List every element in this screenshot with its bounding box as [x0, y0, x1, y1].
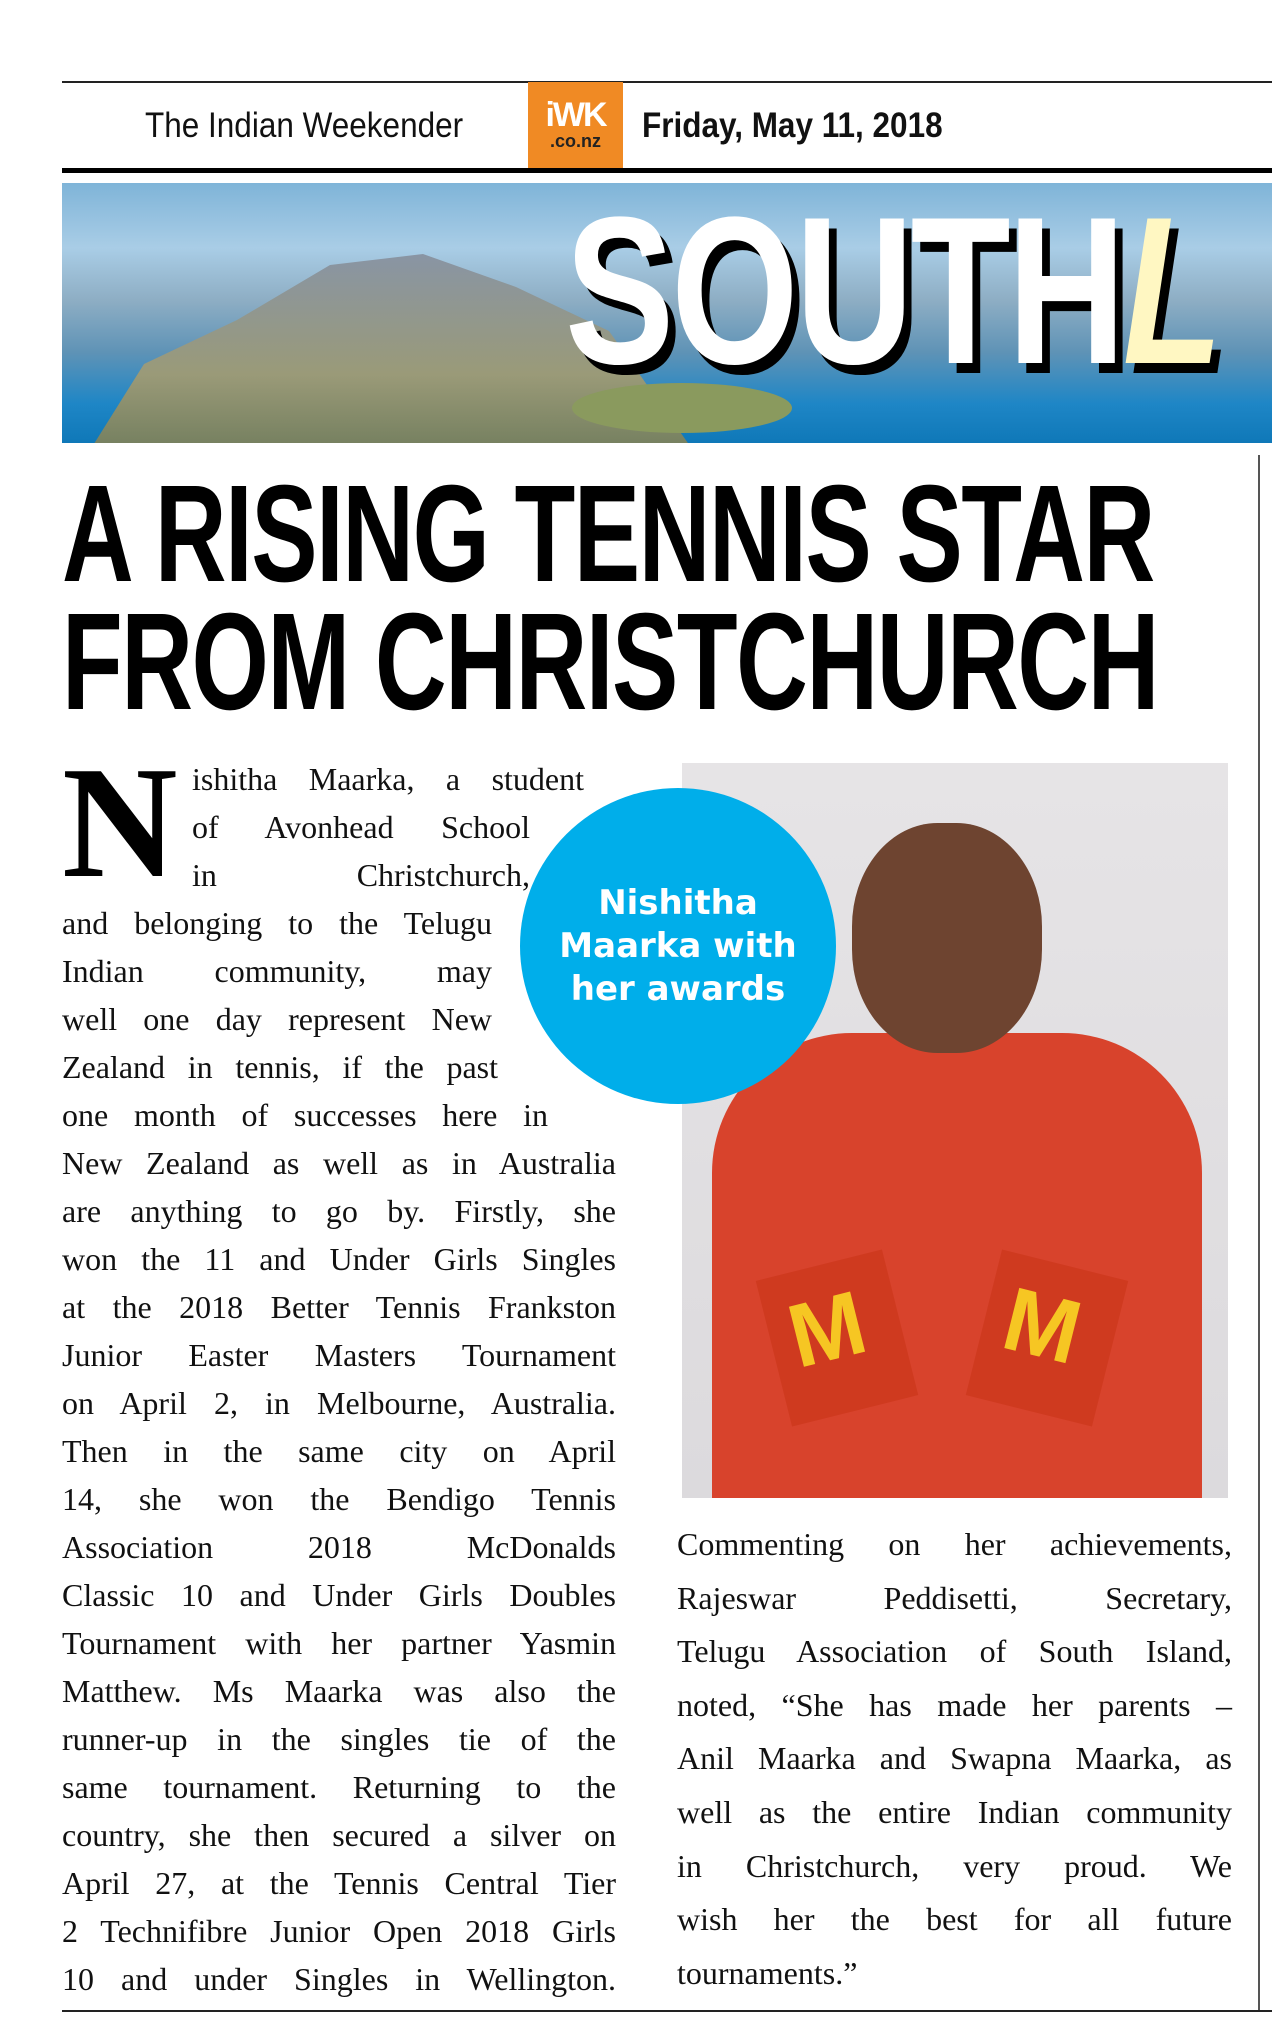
text-line: at the 2018 Better Tennis Frankston — [62, 1289, 616, 1325]
caption-line: Nishitha — [598, 882, 758, 923]
text-line: well as the entire Indian community — [677, 1793, 1232, 1830]
text-line: noted, “She has made her parents – — [677, 1686, 1232, 1723]
text-line: Classic 10 and Under Girls Doubles — [62, 1577, 616, 1613]
issue-date: Friday, May 11, 2018 — [642, 106, 943, 145]
text-line: Telugu Association of South Island, — [677, 1633, 1232, 1670]
text-line: ishitha Maarka, a student — [192, 761, 584, 797]
text-line: Matthew. Ms Maarka was also the — [62, 1673, 616, 1709]
text-line: Indian community, may — [62, 953, 492, 989]
headline-line: FROM CHRISTCHURCH — [62, 585, 1158, 739]
text-line: 10 and under Singles in Wellington. — [62, 1961, 616, 1997]
text-line: in Christchurch, — [192, 857, 530, 893]
column-rule — [1258, 455, 1260, 2010]
text-line: New Zealand as well as in Australia — [62, 1145, 616, 1181]
text-line: Association 2018 McDonalds — [62, 1529, 616, 1565]
text-line: Commenting on her achievements, — [677, 1526, 1232, 1562]
text-line: country, she then secured a silver on — [62, 1817, 616, 1853]
text-line: are anything to go by. Firstly, she — [62, 1193, 616, 1229]
text-line: one month of successes here in — [62, 1097, 548, 1133]
shirt — [712, 1033, 1202, 1498]
section-banner — [62, 183, 1272, 443]
text-line: won the 11 and Under Girls Singles — [62, 1241, 616, 1277]
caption-line: her awards — [570, 968, 786, 1009]
text-line: same tournament. Returning to the — [62, 1769, 616, 1805]
text-line: wish her the best for all future — [677, 1901, 1232, 1938]
logo-domain: .co.nz — [549, 131, 601, 151]
paper-name: The Indian Weekender — [145, 106, 464, 145]
text-line: Then in the same city on April — [62, 1433, 616, 1469]
text-line: of Avonhead School — [192, 809, 530, 845]
text-line: runner-up in the singles tie of the — [62, 1721, 616, 1757]
text-line: on April 2, in Melbourne, Australia. — [62, 1385, 616, 1421]
text-line: Anil Maarka and Swapna Maarka, as — [677, 1740, 1232, 1777]
text-line: 14, she won the Bendigo Tennis — [62, 1481, 616, 1517]
headline-line: A RISING TENNIS STAR — [62, 457, 1154, 611]
text-line: Tournament with her partner Yasmin — [62, 1625, 616, 1661]
head — [852, 823, 1042, 1053]
iwk-logo — [528, 82, 623, 169]
text-line: in Christchurch, very proud. We — [677, 1847, 1232, 1884]
text-line: Junior Easter Masters Tournament — [62, 1337, 616, 1373]
trophy: M — [756, 1250, 918, 1427]
drop-cap: N — [62, 733, 178, 911]
text-line: well one day represent New — [62, 1001, 492, 1037]
trophy: M — [966, 1250, 1128, 1427]
article-headline — [62, 457, 1158, 739]
section-tail: L — [1122, 183, 1220, 408]
section-word: SOUTH — [565, 183, 1123, 408]
header-rule — [62, 168, 1272, 173]
text-line: and belonging to the Telugu — [62, 905, 492, 941]
section-title — [565, 183, 1220, 408]
text-line: tournaments.” — [677, 1954, 858, 1991]
text-line: April 27, at the Tennis Central Tier — [62, 1865, 616, 1901]
article-body-right — [677, 1518, 1232, 2000]
text-line: 2 Technifibre Junior Open 2018 Girls — [62, 1913, 616, 1949]
top-rule — [62, 81, 1272, 83]
caption-line: Maarka with — [559, 925, 797, 966]
bottom-rule — [62, 2010, 1272, 2012]
text-line: Rajeswar Peddisetti, Secretary, — [677, 1579, 1232, 1616]
photo-caption-circle — [520, 788, 836, 1104]
logo-text: iWK — [545, 96, 606, 134]
text-line: Zealand in tennis, if the past — [62, 1049, 498, 1085]
